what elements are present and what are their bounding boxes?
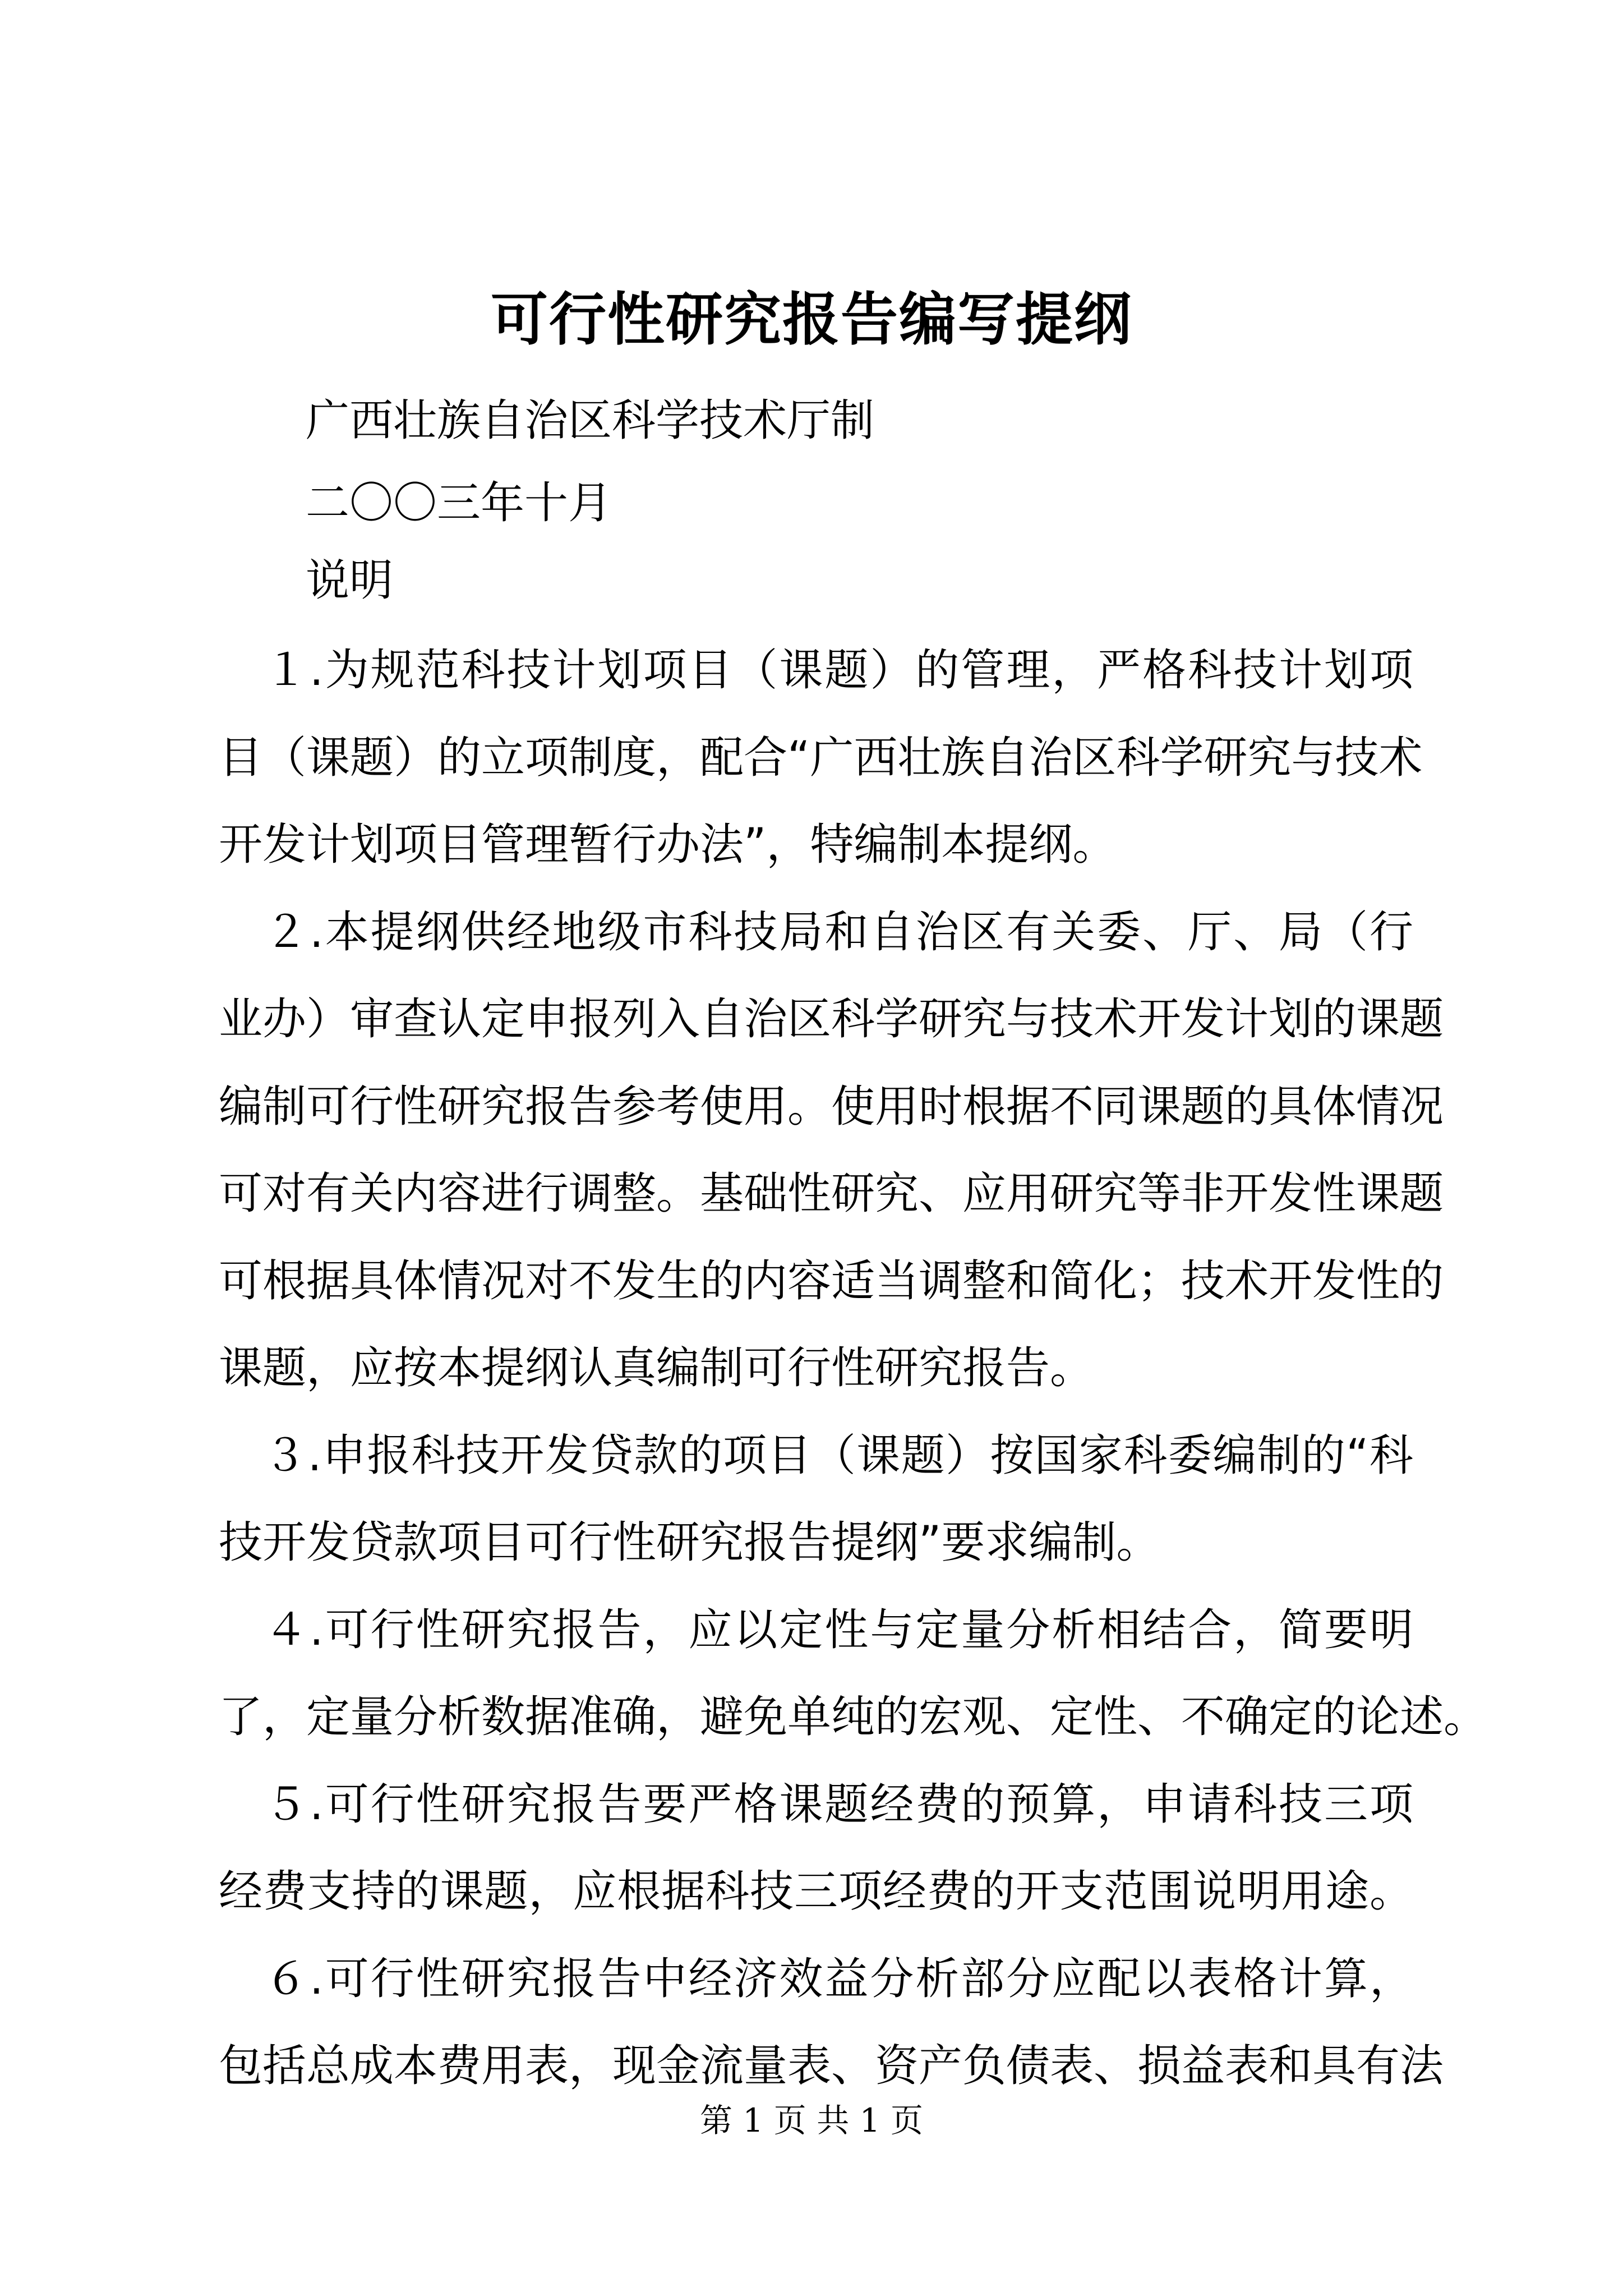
- page-footer: 第 1 页 共 1 页: [700, 2101, 923, 2139]
- body-text: [219, 627, 1488, 2110]
- paragraph-line: ２.本提纲供经地级市科技局和自治区有关委、厅、局（行: [219, 907, 1413, 958]
- document-title: 可行性研究报告编写提纲: [491, 286, 1132, 353]
- paragraph-1: [219, 627, 1423, 889]
- paragraph-line: 包括总成本费用表，现金流量表、资产负债表、损益表和具有法: [219, 2041, 1444, 2091]
- paragraph-3: [219, 1412, 1413, 1587]
- paragraph-line: 目（课题）的立项制度，配合“广西壮族自治区科学研究与技术: [219, 732, 1423, 783]
- paragraph-line: 开发计划项目管理暂行办法”，特编制本提纲。: [219, 820, 1117, 870]
- paragraph-line: ４.可行性研究报告，应以定性与定量分析相结合，简要明: [219, 1604, 1413, 1655]
- paragraph-line: 技开发贷款项目可行性研究报告提纲”要求编制。: [219, 1517, 1160, 1568]
- paragraph-6: [219, 1936, 1444, 2110]
- section-heading: 说明: [306, 555, 394, 606]
- paragraph-2: [219, 889, 1444, 1412]
- paragraph-line: 业办）审查认定申报列入自治区科学研究与技术开发计划的课题: [219, 994, 1444, 1045]
- issuer-line: 广西壮族自治区科学技术厅制: [306, 395, 875, 446]
- paragraph-line: 可根据具体情况对不发生的内容适当调整和简化；技术开发性的: [219, 1255, 1444, 1306]
- paragraph-line: 了，定量分析数据准确，避免单纯的宏观、定性、不确定的论述。: [219, 1692, 1488, 1742]
- paragraph-line: 可对有关内容进行调整。基础性研究、应用研究等非开发性课题: [219, 1168, 1444, 1219]
- paragraph-line: 课题，应按本提纲认真编制可行性研究报告。: [219, 1343, 1094, 1393]
- paragraph-line: ３.申报科技开发贷款的项目（课题）按国家科委编制的“科: [219, 1430, 1413, 1481]
- paragraph-5: [219, 1761, 1413, 1936]
- paragraph-line: １.为规范科技计划项目（课题）的管理，严格科技计划项: [219, 645, 1413, 696]
- paragraph-line: 编制可行性研究报告参考使用。使用时根据不同课题的具体情况: [219, 1081, 1444, 1132]
- paragraph-4: [219, 1587, 1488, 1761]
- paragraph-line: ６.可行性研究报告中经济效益分析部分应配以表格计算，: [219, 1953, 1413, 2004]
- date-line: 二〇〇三年十月: [306, 478, 612, 528]
- paragraph-line: 经费支持的课题，应根据科技三项经费的开支范围说明用途。: [219, 1866, 1413, 1917]
- paragraph-line: ５.可行性研究报告要严格课题经费的预算，申请科技三项: [219, 1779, 1413, 1830]
